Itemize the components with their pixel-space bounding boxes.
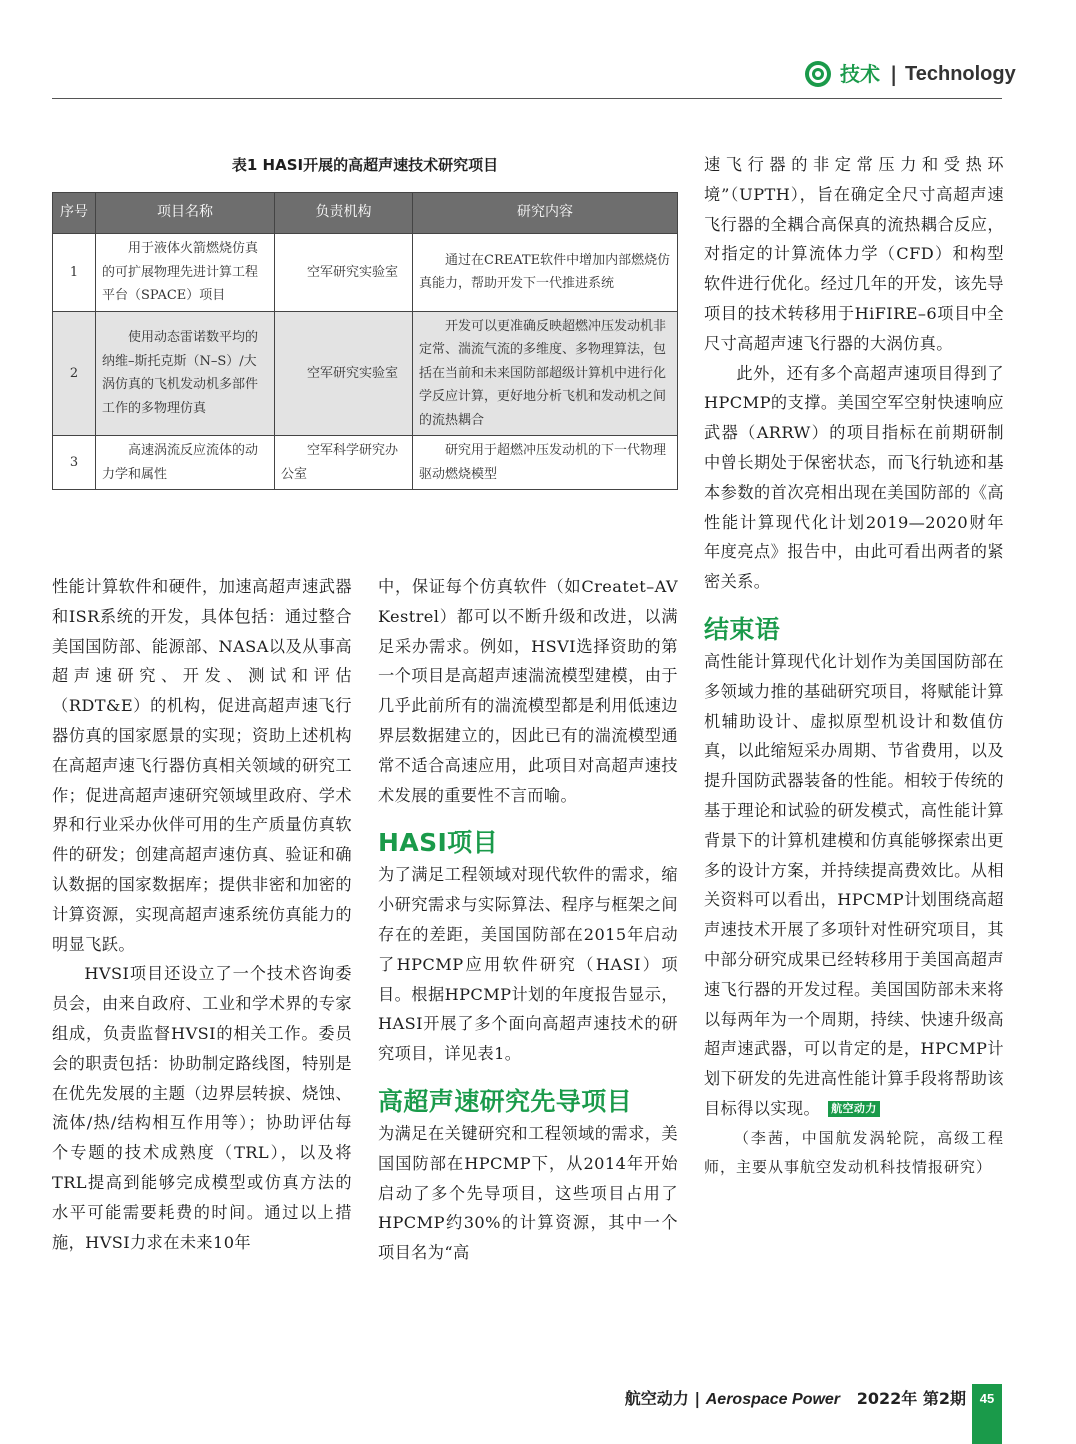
journal-logo-icon (804, 60, 832, 88)
section-heading-conclusion: 结束语 (704, 614, 781, 644)
column-header: 项目名称 (96, 193, 275, 234)
table-cell-org: 空军研究实验室 (275, 234, 413, 312)
journal-name-en: Aerospace Power (705, 1391, 841, 1408)
hasi-projects-table (52, 192, 678, 490)
table-header-row (53, 193, 678, 234)
table-cell-content: 研究用于超燃冲压发动机的下一代物理驱动燃烧模型 (413, 436, 678, 490)
body-paragraph: 为了满足工程领域对现代软件的需求，缩小研究需求与实际算法、程序与框架之间存在的差距，美国国防部在2015年启动了HPCMP应用软件研究（HASI）项目。根据HPCMP计划的年度报告显示，HASI开展了多个面向高超声速技术的研究项目，详见表1。 (378, 865, 678, 1064)
table-cell-org: 空军研究实验室 (275, 311, 413, 436)
table-cell-no: 2 (53, 311, 96, 436)
section-label: 技术 (840, 62, 880, 86)
page-number: 45 (972, 1384, 1002, 1444)
table-cell-no: 3 (53, 436, 96, 490)
table-caption: 表1 HASI开展的高超声速技术研究项目 (231, 156, 499, 174)
section-heading-hasi: HASI项目 (378, 828, 498, 858)
header-separator: | (890, 62, 898, 86)
body-paragraph: 此外，还有多个高超声速项目得到了HPCMP的支撑。美国空军空射快速响应武器（ARRW）的项目指标在前期研制中曾长期处于保密状态，而飞行轨迹和基本参数的首次亮相出现在美国防部的《高性能计算现代化计划2019—2020财年年度亮点》报告中，由此可看出两者的紧密关系。 (704, 363, 1004, 592)
column-header: 序号 (53, 193, 96, 234)
table-cell-no: 1 (53, 234, 96, 312)
body-paragraph: 为满足在关键研究和工程领域的需求，美国国防部在HPCMP下，从2014年开始启动了多个先导项目，这些项目占用了HPCMP约30%的计算资源，其中一个项目名为“高 (378, 1123, 678, 1263)
issue-label: 2022年 第2期 (856, 1389, 966, 1408)
text-column-1 (52, 572, 352, 1257)
body-paragraph: HVSI项目还设立了一个技术咨询委员会，由来自政府、工业和学术界的专家组成，负责监督HVSI的相关工作。委员会的职责包括：协助制定路线图，特别是在优先发展的主题（边界层转捩、烧蚀、流体/热/结构相互作用等）；协助评估每个专题的技术成熟度（TRL），以及将TRL提高到能够完成模型或仿真方法的水平可能需要耗费的时间。通过以上措施，HVSI力求在未来10年 (52, 964, 352, 1252)
author-note: （李茜，中国航发涡轮院，高级工程师，主要从事航空发动机科技情报研究） (704, 1128, 1004, 1176)
journal-name-cn: 航空动力 (624, 1389, 689, 1408)
text-column-2 (378, 572, 678, 1268)
conclusion-text: 高性能计算现代化计划作为美国国防部在多领域力推的基础研究项目，将赋能计算机辅助设计、虚拟原型机设计和数值仿真，以此缩短采办周期、节省费用，以及提升国防武器装备的性能。相较于传统的基于理论和试验的研发模式，高性能计算背景下的计算机建模和仿真能够探索出更多的设计方案，并持续提高费效比。从相关资料可以看出，HPCMP计划围绕高超声速技术开展了多项针对性研究项目，其中部分研究成果已经转移用于美国高超声速飞行器的开发过程。美国国防部未来将以每两年为一个周期，持续、快速升级高超声速武器，可以肯定的是，HPCMP计划下研发的先进高性能计算手段将帮助该目标得以实现。 (704, 651, 1004, 1118)
text-column-3 (704, 150, 1004, 1182)
column-header: 研究内容 (413, 193, 678, 234)
footer-separator: | (694, 1389, 701, 1408)
journal-end-badge: 航空动力 (828, 1101, 880, 1117)
body-paragraph: 速飞行器的非定常压力和受热环境”（UPTH），旨在确定全尺寸高超声速飞行器的全耦合高保真的流热耦合反应，对指定的计算流体力学（CFD）和构型软件进行优化。经过几年的开发，该先导项目的技术转移用于HiFIRE–6项目中全尺寸高超声速飞行器的大涡仿真。 (704, 155, 1004, 353)
table-cell-name: 用于液体火箭燃烧仿真的可扩展物理先进计算工程平台（SPACE）项目 (96, 234, 275, 312)
table-cell-name: 高速涡流反应流体的动力学和属性 (96, 436, 275, 490)
table-cell-org: 空军科学研究办公室 (275, 436, 413, 490)
body-paragraph (704, 647, 1004, 1124)
table-cell-content: 通过在CREATE软件中增加内部燃烧仿真能力，帮助开发下一代推进系统 (413, 234, 678, 312)
column-header: 负责机构 (275, 193, 413, 234)
header-divider (52, 98, 1002, 99)
page-footer (625, 1386, 966, 1413)
body-paragraph: 性能计算软件和硬件，加速高超声速武器和ISR系统的开发，具体包括：通过整合美国国防部、能源部、NASA以及从事高超声速研究、开发、测试和评估（RDT&E）的机构，促进高超声速飞行器仿真的国家愿景的实现；资助上述机构在高超声速飞行器仿真相关领域的研究工作；促进高超声速研究领域里政府、学术界和行业采办伙伴可用的生产质量仿真软件的研发；创建高超声速仿真、验证和确认数据的国家数据库；提供非密和加密的计算资源，实现高超声速系统仿真能力的明显飞跃。 (52, 577, 352, 954)
body-paragraph: 中，保证每个仿真软件（如Createt–AV Kestrel）都可以不断升级和改进，以满足采办需求。例如，HSVI选择资助的第一个项目是高超声速湍流模型建模，由于几乎此前所有的湍流模型都是利用低速边界层数据建立的，因此已有的湍流模型通常不适合高速应用，此项目对高超声速技术发展的重要性不言而喻。 (378, 577, 678, 805)
table-cell-content: 开发可以更准确反映超燃冲压发动机非定常、湍流气流的多维度、多物理算法，包括在当前和未来国防部超级计算机中进行化学反应计算，更好地分析飞机和发动机之间的流热耦合 (413, 311, 678, 436)
section-heading-lead-projects: 高超声速研究先导项目 (378, 1086, 633, 1116)
section-label-english: Technology (905, 63, 1016, 85)
table-row (53, 311, 678, 436)
table-row (53, 234, 678, 312)
table-row (53, 436, 678, 490)
table-cell-name: 使用动态雷诺数平均的纳维–斯托克斯（N–S）/大涡仿真的飞机发动机多部件工作的多物理仿真 (96, 311, 275, 436)
